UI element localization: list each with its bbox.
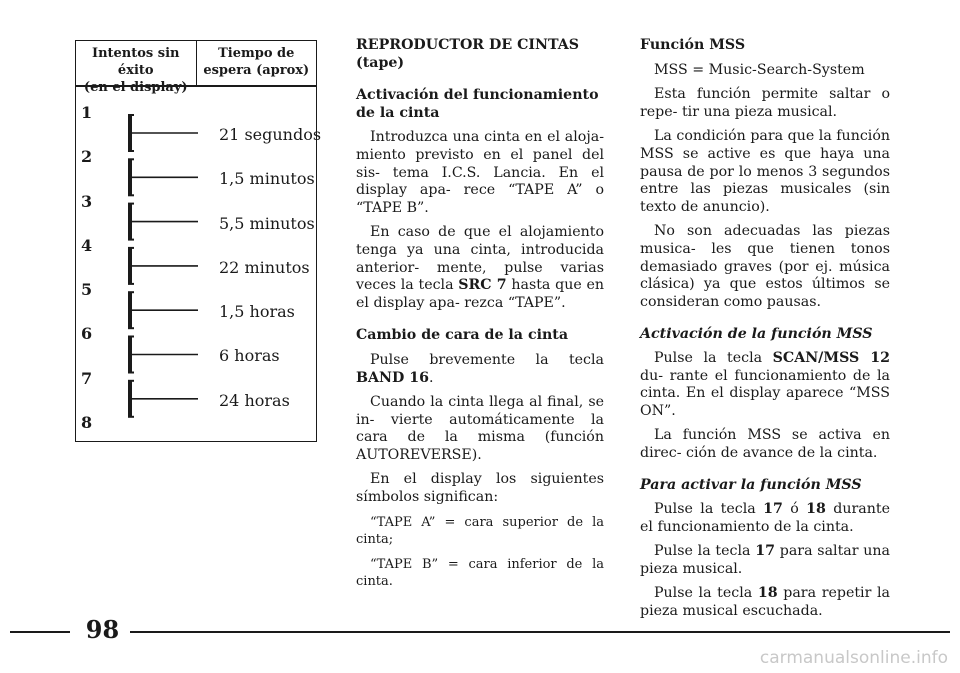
footer-rule-left: [10, 631, 70, 633]
heading-mss-activation: Activación de la función MSS: [640, 326, 873, 343]
paragraph: En caso de que el alojamiento tenga ya una cinta, introducida anterior- mente, pulse varias veces la tecla SRC 7 hasta que en el display apa- rezca “TAPE”.: [356, 224, 604, 311]
attempt-number: 4: [81, 235, 93, 255]
wait-time: 1,5 horas: [219, 302, 295, 322]
attempt-number: 1: [81, 103, 93, 122]
attempt-number: 2: [81, 147, 93, 167]
wait-time-table: [75, 40, 322, 442]
mss-column: [640, 37, 890, 628]
header-wait-time: Tiempo de espera (aprox): [203, 46, 310, 78]
wait-time: 1,5 minutos: [219, 169, 315, 189]
paragraph: Pulse la tecla SCAN/MSS 12 du- rante el funcionamiento de la cinta. En el display aparece “MSS ON”.: [640, 349, 891, 419]
attempt-numbers: [81, 103, 101, 457]
paragraph: Pulse la tecla 17 para saltar una pieza musical.: [640, 543, 891, 577]
heading-activation: Activación del funcionamiento de la cinta: [356, 87, 599, 121]
page-number: 98: [85, 615, 120, 644]
wait-time: 22 minutos: [219, 257, 310, 277]
paragraph: “TAPE B” = cara inferior de la cinta.: [356, 556, 604, 590]
paragraph: La función MSS se activa en direc- ción de avance de la cinta.: [640, 427, 890, 461]
key-label: SRC 7: [458, 277, 507, 294]
paragraph: Pulse la tecla 17 ó 18 durante el funcionamiento de la cinta.: [640, 501, 890, 535]
paragraph: MSS = Music-Search-System: [654, 61, 865, 78]
paragraph: Cuando la cinta llega al final, se in- vierte automáticamente la cara de la misma (función AUTOREVERSE).: [356, 394, 604, 463]
paragraph: “TAPE A” = cara superior de la cinta;: [356, 514, 604, 548]
table-header: [76, 41, 316, 95]
attempt-number: 3: [81, 191, 93, 211]
paragraph: La condición para que la función MSS se active es que haya una pausa de por lo menos 3 segundos entre las piezas musicales (sin texto de anuncio).: [640, 128, 890, 215]
bracket-connector: [128, 381, 198, 417]
attempt-number: 7: [81, 368, 93, 388]
wait-time: 21 segundos: [219, 125, 322, 144]
bracket-connectors: [120, 113, 200, 423]
bracket-connector: [128, 337, 198, 373]
paragraph: Pulse la tecla 18 para repetir la pieza musical escuchada.: [640, 585, 891, 620]
bracket-connector: [128, 292, 198, 328]
paragraph: No son adecuadas las piezas musica- les que tienen tonos demasiado graves (por ej. música clásica) ya que estos últimos se consideran como pausas.: [640, 223, 890, 310]
bracket-connector: [128, 248, 198, 284]
paragraph: Esta función permite saltar o repe- tir una pieza musical.: [640, 86, 890, 120]
paragraph: En el display los siguientes símbolos significan:: [356, 471, 604, 506]
section-title: REPRODUCTOR DE CINTAS (tape): [356, 37, 580, 71]
heading-mss-use: Para activar la función MSS: [640, 477, 862, 494]
wait-time: 6 horas: [219, 346, 280, 366]
tape-player-column: [356, 37, 604, 598]
key-label: SCAN/MSS 12: [772, 349, 891, 366]
heading-side-change: Cambio de cara de la cinta: [356, 327, 569, 344]
footer-rule-right: [130, 631, 950, 633]
key-label: BAND 16: [356, 369, 429, 386]
header-attempts: Intentos sin éxito (en el display): [76, 41, 197, 85]
paragraph: Introduzca una cinta en el aloja- miento previsto en el panel del sis- tema I.C.S. Lancia. En el display apa- rece “TAPE A” o “TAPE B”.: [356, 129, 604, 216]
bracket-connector: [128, 204, 198, 240]
key-label: 17: [763, 501, 783, 518]
attempt-number: 5: [81, 280, 93, 300]
wait-times: [219, 125, 321, 435]
bracket-connector: [128, 159, 198, 195]
watermark: carmanualsonline.info: [759, 648, 948, 668]
key-label: 18: [757, 585, 778, 602]
key-label: 17: [755, 543, 775, 560]
heading-mss: Función MSS: [640, 37, 746, 53]
paragraph: Pulse brevemente la tecla BAND 16.: [356, 351, 604, 386]
key-label: 18: [806, 501, 826, 518]
attempt-number: 8: [81, 413, 93, 433]
attempt-number: 6: [81, 324, 93, 344]
wait-time: 5,5 minutos: [219, 213, 315, 233]
bracket-connector: [128, 115, 198, 151]
wait-time: 24 horas: [219, 390, 290, 410]
